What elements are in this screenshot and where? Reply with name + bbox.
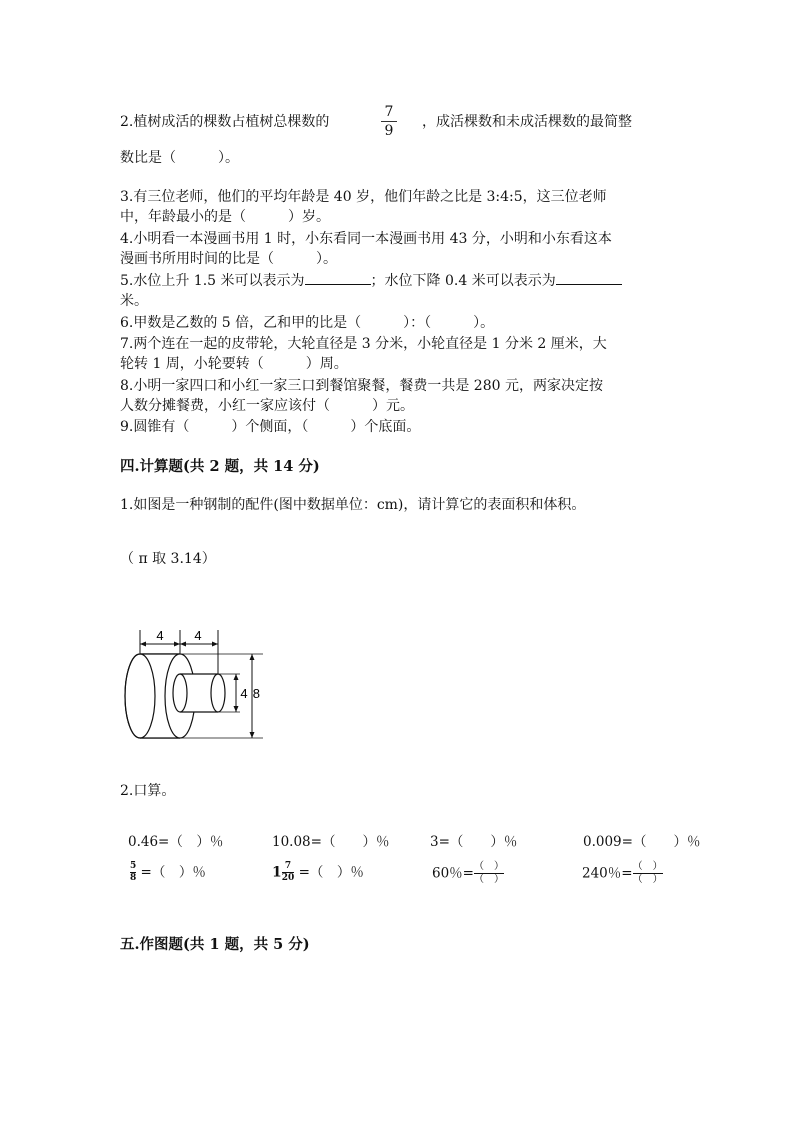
section5-heading: 五.作图题(共 1 题，共 5 分)	[120, 936, 310, 953]
calc-r1c4: 0.009=（ ）％	[583, 834, 701, 850]
fraction-bar	[381, 121, 397, 122]
calc-r2c4-paren-top: （ ）	[632, 861, 663, 872]
calc-r1c3: 3=（ ）％	[430, 834, 518, 850]
section4-problem1-line1: 1.如图是一种钢制的配件(图中数据单位：cm)，请计算它的表面积和体积。	[120, 497, 586, 513]
q4-line2: 漫画书所用时间的比是（ ）。	[120, 251, 337, 267]
q3-line2: 中，年龄最小的是（ ）岁。	[120, 209, 330, 225]
calc-r2c3-paren-bottom: （ ）	[474, 874, 504, 885]
calc-r1c1: 0.46=（ ）％	[128, 834, 224, 850]
calc-r2c1	[130, 862, 206, 883]
q5-part1: 5.水位上升 1.5 米可以表示为	[120, 273, 305, 289]
calc-r2c4-fraction	[633, 862, 663, 885]
q5-line2: 米。	[120, 293, 148, 309]
calc-r2c1-denominator: 8	[130, 873, 137, 883]
calc-r2c4-before: 240％=	[582, 865, 633, 882]
calc-r2c2-numerator: 7	[284, 861, 292, 871]
q3-line1: 3.有三位老师，他们的平均年龄是 40 岁，他们年龄之比是 3:4:5，这三位老师	[120, 189, 607, 205]
q6-line1: 6.甲数是乙数的 5 倍，乙和甲的比是（ ）：（ ）。	[120, 315, 495, 331]
calc-r2c3	[432, 862, 504, 885]
q4-line1: 4.小明看一本漫画书用 1 时，小东看同一本漫画书用 43 分，小明和小东看这本	[120, 231, 612, 247]
calc-r2c3-fraction	[474, 862, 504, 885]
calc-r2c3-paren-top: （ ）	[474, 861, 504, 872]
q8-line1: 8.小明一家四口和小红一家三口到餐馆聚餐，餐费一共是 280 元，两家决定按	[120, 378, 603, 394]
dim-small-diameter: 4	[240, 686, 248, 701]
section4-problem1-line2: （ π 取 3.14）	[120, 551, 216, 567]
q9-line1: 9.圆锥有（ ）个侧面，（ ）个底面。	[120, 419, 421, 435]
q2-line2: 数比是（ ）。	[120, 150, 239, 166]
calc-r2c2-after: =（ ）％	[294, 864, 364, 881]
q5-blank-2[interactable]	[556, 270, 622, 285]
calc-r2c4-paren-bottom: （ ）	[632, 874, 663, 885]
steel-part-figure	[118, 624, 268, 740]
dim-right-width: 4	[194, 628, 202, 643]
calc-r2c1-after: =（ ）％	[136, 864, 206, 881]
section4-heading: 四.计算题(共 2 题，共 14 分)	[120, 458, 320, 475]
calc-r2c4	[582, 862, 663, 885]
calc-r2c2-fraction	[282, 862, 295, 883]
q8-line2: 人数分摊餐费，小红一家应该付（ ）元。	[120, 398, 414, 414]
q2-fraction-numerator: 7	[384, 104, 394, 120]
q2-line1-before: 2.植树成活的棵数占植树总棵数的	[120, 114, 330, 130]
q7-line1: 7.两个连在一起的皮带轮，大轮直径是 3 分米，小轮直径是 1 分米 2 厘米，大	[120, 336, 607, 352]
dim-large-diameter: 8	[252, 686, 260, 701]
calc-r2c2-integer: 1	[272, 864, 282, 881]
q2-fraction	[381, 104, 397, 139]
q7-line2: 轮转 1 周，小轮要转（ ）周。	[120, 356, 348, 372]
section4-problem2: 2.口算。	[120, 783, 176, 799]
calc-r2c2-denominator: 20	[281, 873, 295, 883]
q5-part2: ；水位下降 0.4 米可以表示为	[370, 273, 556, 289]
calc-r1c2: 10.08=（ ）％	[272, 834, 390, 850]
dim-left-width: 4	[156, 628, 164, 643]
calc-r2c3-before: 60％=	[432, 865, 474, 882]
q2-line1-after: ，成活棵数和未成活棵数的最简整	[422, 114, 632, 130]
q2-fraction-denominator: 9	[384, 123, 394, 139]
q5-blank-1[interactable]	[305, 270, 371, 285]
q5-line1	[120, 270, 622, 291]
calc-r2c2	[272, 862, 364, 883]
calc-r2c1-numerator: 5	[130, 861, 137, 871]
